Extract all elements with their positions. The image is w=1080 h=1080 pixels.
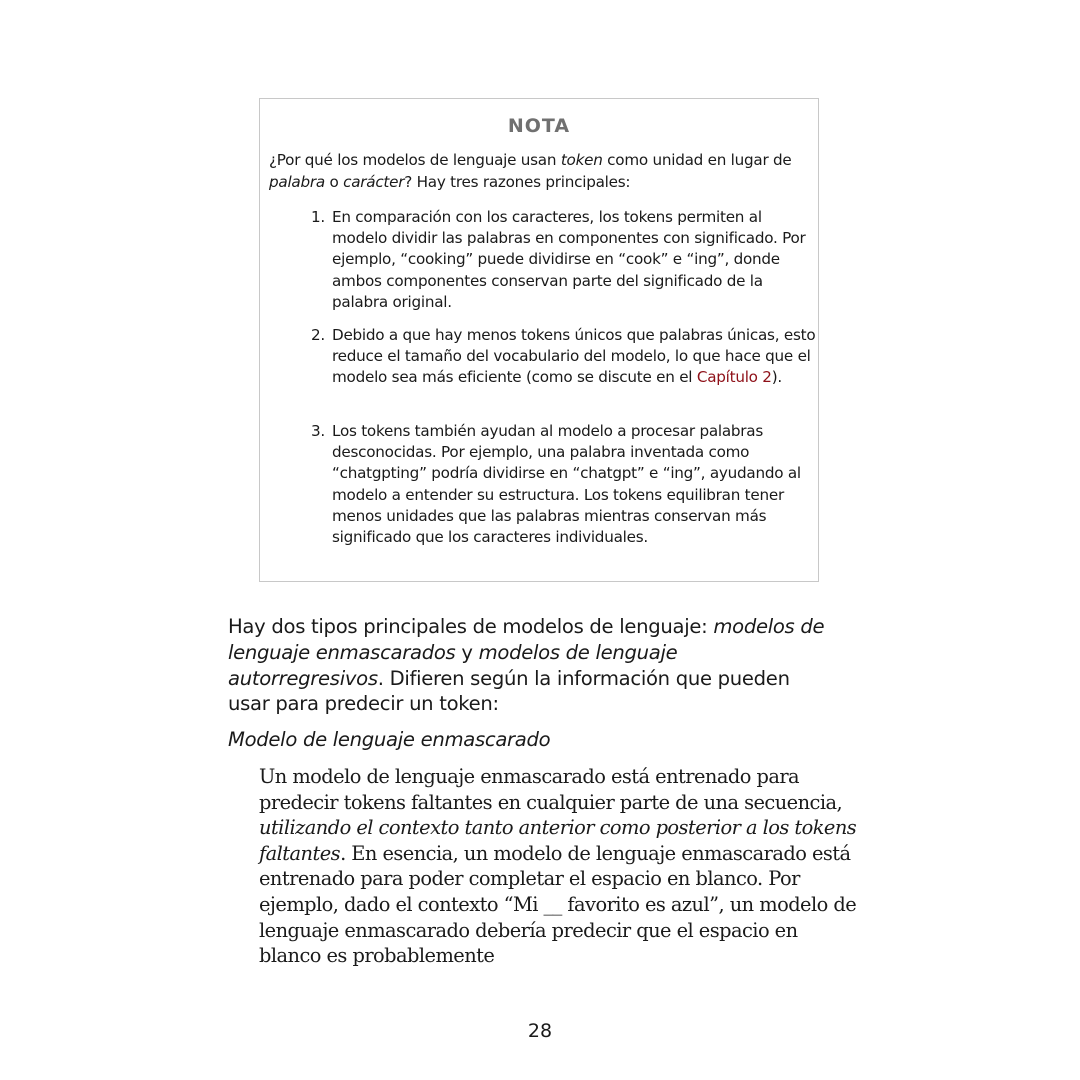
list-item-text bbox=[332, 325, 818, 389]
para-em-autoregressive: modelos de lenguaje autorregresivos bbox=[228, 640, 678, 690]
list-item-text: Los tokens también ayudan al modelo a procesar palabras desconocidas. Por ejemplo, una palabra inventada como “chatgpting” podría dividirse en “chatgpt” e “ing”, ayudando al modelo a entender su estructura. Los tokens equilibran tener menos unidades que las palabras mientras conservan más significado que los caracteres individuales. bbox=[332, 422, 801, 547]
def-text-2: . En esencia, un modelo de lenguaje enmascarado está entrenado para poder completar el espacio en blanco. Por ejemplo, dado el contexto “Mi __ favorito es azul”, un modelo de lenguaje enmascarado debería predecir que el espacio en blanco es probablemente bbox=[259, 841, 857, 968]
note-title: NOTA bbox=[507, 115, 571, 137]
para-text-3: . Difieren según la información que pueden usar para predecir un token: bbox=[228, 666, 790, 716]
note-intro-text-1: ¿Por qué los modelos de lenguaje usan bbox=[269, 151, 561, 169]
def-text-1: Un modelo de lenguaje enmascarado está entrenado para predecir tokens faltantes en cualquier parte de una secuencia, bbox=[259, 765, 843, 814]
note-box bbox=[259, 98, 819, 582]
list-item-number: 1. bbox=[311, 208, 325, 226]
note-intro-text-2: como unidad en lugar de bbox=[602, 151, 792, 169]
para-em-masked: modelos de lenguaje enmascarados bbox=[228, 615, 825, 664]
note-intro-text-4: ? Hay tres razones principales: bbox=[404, 173, 631, 191]
para-text-1: Hay dos tipos principales de modelos de lenguaje: bbox=[228, 615, 714, 638]
para-text-2: y bbox=[455, 640, 479, 664]
note-intro bbox=[269, 149, 809, 193]
list-item-text: En comparación con los caracteres, los tokens permiten al modelo dividir las palabras en componentes con significado. Por ejemplo, “cooking” puede dividirse en “cook” e “ing”, donde ambos componentes conservan parte del significado de la palabra original. bbox=[332, 208, 806, 311]
list-item-text-before-link: Debido a que hay menos tokens únicos que palabras únicas, esto reduce el tamaño del vocabulario del modelo, lo que hace que el modelo sea más eficiente (como se discute en el bbox=[332, 326, 816, 387]
definition-text bbox=[259, 764, 859, 969]
page-number: 28 bbox=[527, 1020, 553, 1042]
note-intro-em-caracter: carácter bbox=[343, 173, 405, 191]
def-em: utilizando el contexto tanto anterior como posterior a los tokens faltantes bbox=[259, 816, 857, 865]
list-item-text-after-link: ). bbox=[771, 368, 782, 387]
chapter-2-link[interactable]: Capítulo 2 bbox=[696, 368, 772, 387]
note-intro-em-token: token bbox=[560, 151, 603, 169]
body-paragraph bbox=[228, 614, 828, 717]
definition-term: Modelo de lenguaje enmascarado bbox=[228, 728, 551, 751]
note-intro-em-palabra: palabra bbox=[269, 173, 325, 191]
note-intro-text-3: o bbox=[324, 173, 344, 191]
list-item-number: 2. bbox=[311, 326, 325, 344]
list-item-number: 3. bbox=[311, 422, 325, 440]
